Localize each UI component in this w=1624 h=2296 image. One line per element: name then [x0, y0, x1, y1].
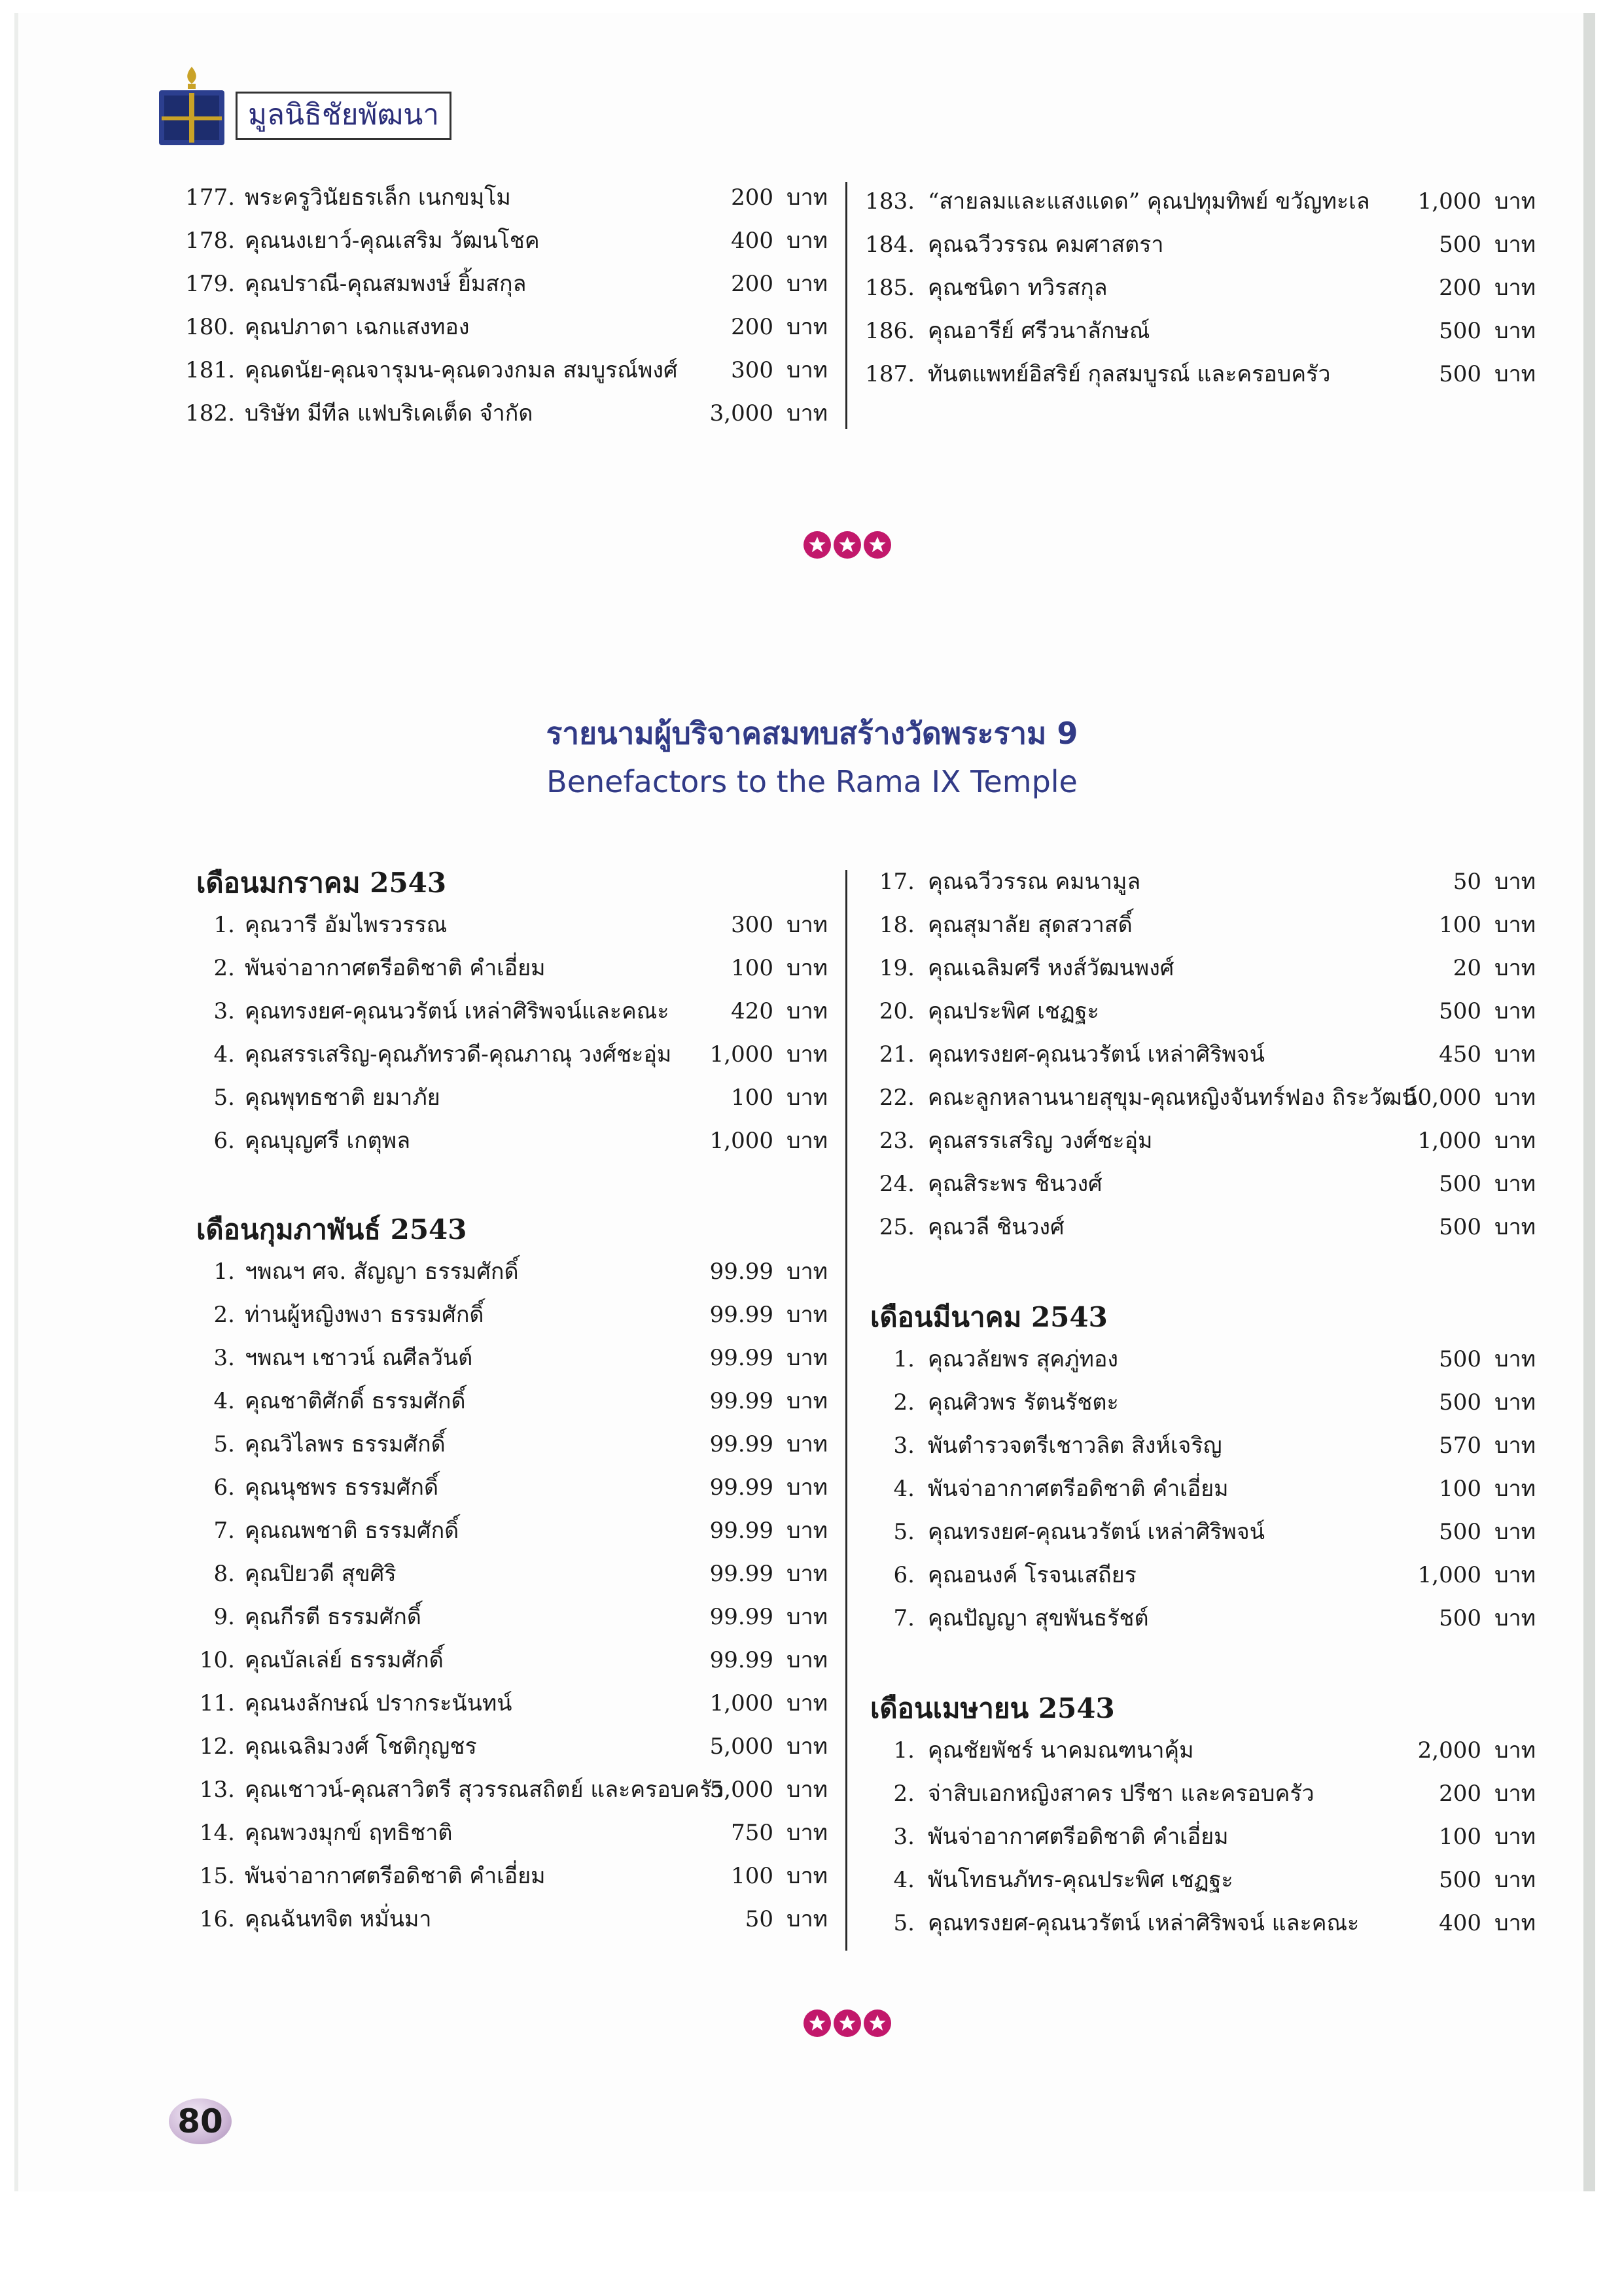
donor-number: 177.: [185, 184, 235, 211]
donor-name: คุณสรรเสริญ วงศ์ชะอุ่ม: [928, 1128, 1153, 1154]
donation-amount: 450: [1439, 1041, 1481, 1068]
donor-number: 15.: [199, 1863, 235, 1889]
donor-row: [160, 1384, 827, 1418]
currency-unit: บาท: [1494, 1605, 1536, 1631]
donor-row: [160, 1255, 827, 1289]
column-divider-main: [845, 870, 847, 1951]
currency-unit: บาท: [786, 1041, 828, 1068]
donor-name: คุณชนิดา ทวิรสกุล: [928, 275, 1108, 301]
donor-number: 12.: [199, 1733, 235, 1760]
currency-unit: บาท: [1494, 998, 1536, 1024]
donor-number: 14.: [199, 1820, 235, 1846]
donor-name: คุณณพชาติ ธรรมศักดิ์: [245, 1518, 459, 1544]
star-icon: [834, 2009, 861, 2037]
donor-row: [160, 1600, 827, 1634]
donor-row: [160, 994, 827, 1028]
donation-amount: 50: [1453, 869, 1481, 895]
donor-number: 13.: [199, 1777, 235, 1803]
donor-row: [862, 865, 1536, 899]
donor-name: คุณอนงค์ โรจนเสถียร: [928, 1562, 1137, 1588]
donor-number: 23.: [879, 1128, 915, 1154]
currency-unit: บาท: [786, 357, 828, 383]
currency-unit: บาท: [1494, 1867, 1536, 1893]
donation-amount: 400: [1439, 1910, 1481, 1936]
month-heading-february: เดือนกุมภาพันธ์ 2543: [196, 1213, 467, 1245]
donor-row: [862, 1906, 1536, 1940]
donor-row: [160, 908, 827, 942]
donor-number: 6.: [213, 1474, 235, 1501]
donor-row: [862, 908, 1536, 942]
donor-name: คุณสิระพร ชินวงศ์: [928, 1171, 1103, 1197]
donation-amount: 300: [731, 912, 773, 938]
donation-amount: 50: [745, 1906, 773, 1932]
currency-unit: บาท: [786, 1128, 828, 1154]
donation-amount: 100: [731, 955, 773, 981]
star-ornament-top: [803, 531, 891, 560]
donation-amount: 500: [1439, 1605, 1481, 1631]
donation-amount: 99.99: [709, 1345, 773, 1371]
donor-number: 178.: [185, 228, 235, 254]
donor-name: คุณชาติศักดิ์ ธรรมศักดิ์: [245, 1388, 466, 1414]
donor-name: พันจ่าอากาศตรีอดิชาติ คำเอี่ยม: [928, 1476, 1229, 1502]
donor-name: พันจ่าอากาศตรีอดิชาติ คำเอี่ยม: [245, 955, 546, 981]
donor-name: คุณสุมาลัย สุดสวาสดิ์: [928, 912, 1133, 938]
currency-unit: บาท: [1494, 1128, 1536, 1154]
donor-number: 3.: [213, 1345, 235, 1371]
donor-name: คุณวลัยพร สุคภู่ทอง: [928, 1346, 1118, 1372]
currency-unit: บาท: [786, 1690, 828, 1716]
donor-name: คุณกีรตี ธรรมศักดิ์: [245, 1604, 421, 1630]
donor-name: คุณศิวพร รัตนรัชตะ: [928, 1389, 1119, 1416]
donor-number: 6.: [893, 1562, 915, 1588]
currency-unit: บาท: [786, 228, 828, 254]
donor-number: 4.: [213, 1388, 235, 1414]
month-heading-january: เดือนมกราคม 2543: [196, 867, 447, 899]
currency-unit: บาท: [1494, 361, 1536, 387]
currency-unit: บาท: [786, 1863, 828, 1889]
donor-number: 22.: [879, 1085, 915, 1111]
currency-unit: บาท: [786, 998, 828, 1024]
donor-name: คุณดนัย-คุณจารุมน-คุณดวงกมล สมบูรณ์พงศ์: [245, 357, 678, 383]
donor-row: [160, 951, 827, 985]
donor-row: [862, 1210, 1536, 1244]
donor-row: [160, 267, 827, 301]
donor-name: คุณปราณี-คุณสมพงษ์ ยิ้มสกุล: [245, 271, 527, 297]
donor-row: [862, 994, 1536, 1028]
currency-unit: บาท: [786, 1431, 828, 1457]
donor-name: คุณพุทธชาติ ยมาภัย: [245, 1085, 440, 1111]
donation-amount: 20: [1453, 955, 1481, 981]
donation-amount: 99.99: [709, 1647, 773, 1673]
donation-amount: 200: [1439, 1781, 1481, 1807]
donor-number: 5.: [893, 1519, 915, 1545]
donor-row: [160, 1514, 827, 1548]
donor-name: คุณวลี ชินวงศ์: [928, 1214, 1065, 1240]
donation-amount: 500: [1439, 1214, 1481, 1240]
donor-row: [160, 1037, 827, 1071]
donor-row: [160, 1730, 827, 1764]
donor-name: คุณวารี อัมไพรวรรณ: [245, 912, 448, 938]
donor-number: 24.: [879, 1171, 915, 1197]
currency-unit: บาท: [786, 271, 828, 297]
donor-name: คุณชัยพัชร์ นาคมณฑนาคุ้ม: [928, 1737, 1194, 1764]
donation-amount: 500: [1439, 318, 1481, 344]
donor-number: 1.: [893, 1737, 915, 1764]
donor-name: ฯพณฯ เชาวน์ ณศีลวันต์: [245, 1345, 473, 1371]
currency-unit: บาท: [786, 912, 828, 938]
donation-amount: 100: [1439, 1824, 1481, 1850]
donor-name: คุณนุชพร ธรรมศักดิ์: [245, 1474, 439, 1501]
donation-amount: 1,000: [709, 1041, 773, 1068]
donation-amount: 100: [731, 1085, 773, 1111]
donor-number: 5.: [213, 1431, 235, 1457]
currency-unit: บาท: [1494, 955, 1536, 981]
donation-amount: 500: [1439, 998, 1481, 1024]
currency-unit: บาท: [786, 1777, 828, 1803]
donor-row: [160, 1902, 827, 1936]
currency-unit: บาท: [1494, 1085, 1536, 1111]
donor-row: [862, 1515, 1536, 1549]
donation-amount: 200: [731, 314, 773, 340]
donor-row: [862, 1558, 1536, 1592]
donor-name: คุณทรงยศ-คุณนวรัตน์ เหล่าศิริพจน์: [928, 1041, 1265, 1068]
donor-name: ฯพณฯ ศจ. สัญญา ธรรมศักดิ์: [245, 1259, 519, 1285]
donor-row: [862, 184, 1536, 218]
donor-name: คุณเฉลิมศรี หงส์วัฒนพงศ์: [928, 955, 1174, 981]
donor-number: 182.: [185, 400, 235, 426]
donor-row: [862, 1124, 1536, 1158]
donor-number: 181.: [185, 357, 235, 383]
donor-row: [160, 181, 827, 215]
donor-name: พันจ่าอากาศตรีอดิชาติ คำเอี่ยม: [928, 1824, 1229, 1850]
donation-amount: 200: [1439, 275, 1481, 301]
donation-amount: 99.99: [709, 1302, 773, 1328]
donation-amount: 1,000: [1417, 1562, 1481, 1588]
donation-amount: 400: [731, 228, 773, 254]
donor-row: [862, 1472, 1536, 1506]
donor-number: 16.: [199, 1906, 235, 1932]
donation-amount: 99.99: [709, 1431, 773, 1457]
donation-amount: 750: [731, 1820, 773, 1846]
donor-name: คุณปิยวดี สุขศิริ: [245, 1561, 397, 1587]
donor-number: 7.: [893, 1605, 915, 1631]
currency-unit: บาท: [786, 1474, 828, 1501]
star-icon: [864, 531, 891, 559]
donor-name: ทันตแพทย์อิสริย์ กุลสมบูรณ์ และครอบครัว: [928, 361, 1331, 387]
currency-unit: บาท: [786, 1302, 828, 1328]
currency-unit: บาท: [1494, 1171, 1536, 1197]
donation-amount: 2,000: [1417, 1737, 1481, 1764]
currency-unit: บาท: [1494, 1910, 1536, 1936]
donation-amount: 99.99: [709, 1518, 773, 1544]
donation-amount: 99.99: [709, 1561, 773, 1587]
currency-unit: บาท: [786, 1604, 828, 1630]
donor-name: คุณประพิศ เชฏฐะ: [928, 998, 1099, 1024]
currency-unit: บาท: [786, 314, 828, 340]
donor-number: 2.: [893, 1389, 915, 1416]
star-ornament-bottom: [803, 2009, 891, 2038]
donor-number: 2.: [213, 1302, 235, 1328]
foundation-logo-icon: [154, 64, 230, 149]
currency-unit: บาท: [1494, 1214, 1536, 1240]
donor-number: 11.: [199, 1690, 235, 1716]
currency-unit: บาท: [1494, 318, 1536, 344]
currency-unit: บาท: [1494, 1519, 1536, 1545]
donor-row: [862, 951, 1536, 985]
donor-name: คุณสรรเสริญ-คุณภัทรวดี-คุณภาณุ วงศ์ชะอุ่ม: [245, 1041, 672, 1068]
donor-number: 184.: [865, 232, 915, 258]
currency-unit: บาท: [786, 1820, 828, 1846]
currency-unit: บาท: [1494, 1737, 1536, 1764]
donation-amount: 5,000: [709, 1777, 773, 1803]
donor-number: 1.: [213, 1259, 235, 1285]
currency-unit: บาท: [1494, 1781, 1536, 1807]
donor-row: [862, 1733, 1536, 1767]
donor-number: 6.: [213, 1128, 235, 1154]
star-icon: [803, 2009, 831, 2037]
donation-amount: 500: [1439, 1867, 1481, 1893]
donor-number: 2.: [893, 1781, 915, 1807]
donor-row: [160, 1859, 827, 1893]
donation-amount: 100: [731, 1863, 773, 1889]
donation-amount: 1,000: [709, 1128, 773, 1154]
donation-amount: 99.99: [709, 1604, 773, 1630]
donation-amount: 420: [731, 998, 773, 1024]
currency-unit: บาท: [786, 184, 828, 211]
donor-row: [862, 357, 1536, 391]
donor-name: คุณบัลเล่ย์ ธรรมศักดิ์: [245, 1647, 444, 1673]
donor-name: คุณปัญญา สุขพันธรัชต์: [928, 1605, 1149, 1631]
currency-unit: บาท: [786, 1906, 828, 1932]
donor-number: 3.: [893, 1824, 915, 1850]
donor-number: 25.: [879, 1214, 915, 1240]
currency-unit: บาท: [1494, 1346, 1536, 1372]
donor-row: [862, 271, 1536, 305]
donor-number: 5.: [213, 1085, 235, 1111]
month-heading-april: เดือนเมษายน 2543: [870, 1692, 1115, 1724]
donor-name: บริษัท มีทีล แฟบริเคเต็ด จำกัด: [245, 400, 533, 426]
donor-name: คุณนงเยาว์-คุณเสริม วัฒนโชค: [245, 228, 540, 254]
donor-number: 183.: [865, 188, 915, 215]
donor-row: [862, 228, 1536, 262]
donor-number: 180.: [185, 314, 235, 340]
donor-number: 185.: [865, 275, 915, 301]
donor-name: คุณฉันทจิต หมั่นมา: [245, 1906, 432, 1932]
donor-name: คุณบุญศรี เกตุพล: [245, 1128, 411, 1154]
page-edge-right: [1583, 13, 1595, 2191]
donor-row: [160, 1557, 827, 1591]
currency-unit: บาท: [1494, 188, 1536, 215]
donor-row: [862, 1167, 1536, 1201]
star-icon: [864, 2009, 891, 2037]
donation-amount: 500: [1439, 361, 1481, 387]
donor-name: คุณฉวีวรรณ คมนามูล: [928, 869, 1141, 895]
donation-amount: 570: [1439, 1433, 1481, 1459]
donor-number: 4.: [893, 1476, 915, 1502]
star-icon: [834, 531, 861, 559]
donor-number: 20.: [879, 998, 915, 1024]
donation-amount: 500: [1439, 1389, 1481, 1416]
donor-name: คุณเฉลิมวงศ์ โชติกุญชร: [245, 1733, 477, 1760]
donation-amount: 200: [731, 271, 773, 297]
currency-unit: บาท: [786, 1388, 828, 1414]
currency-unit: บาท: [1494, 869, 1536, 895]
donor-number: 7.: [213, 1518, 235, 1544]
currency-unit: บาท: [1494, 1476, 1536, 1502]
section-title-english: Benefactors to the Rama IX Temple: [546, 764, 1078, 799]
donor-row: [862, 1863, 1536, 1897]
donor-name: พันตำรวจตรีเชาวลิต สิงห์เจริญ: [928, 1433, 1222, 1459]
section-title-thai: รายนามผู้บริจาคสมทบสร้างวัดพระราม 9: [546, 716, 1078, 751]
donor-row: [160, 1341, 827, 1375]
currency-unit: บาท: [1494, 232, 1536, 258]
currency-unit: บาท: [1494, 1433, 1536, 1459]
donor-row: [862, 1342, 1536, 1376]
donation-amount: 3,000: [709, 400, 773, 426]
donor-number: 3.: [213, 998, 235, 1024]
donor-number: 18.: [879, 912, 915, 938]
donation-amount: 500: [1439, 232, 1481, 258]
donor-row: [160, 1773, 827, 1807]
donor-number: 2.: [213, 955, 235, 981]
donor-number: 187.: [865, 361, 915, 387]
donor-number: 21.: [879, 1041, 915, 1068]
donor-name: พันโทธนภัทร-คุณประพิศ เชฏฐะ: [928, 1867, 1233, 1893]
donor-row: [862, 1820, 1536, 1854]
currency-unit: บาท: [1494, 1041, 1536, 1068]
donor-row: [160, 1298, 827, 1332]
donor-row: [160, 1643, 827, 1677]
currency-unit: บาท: [786, 1647, 828, 1673]
currency-unit: บาท: [786, 1345, 828, 1371]
donor-number: 1.: [893, 1346, 915, 1372]
donor-number: 1.: [213, 912, 235, 938]
currency-unit: บาท: [1494, 1824, 1536, 1850]
donation-amount: 500: [1439, 1171, 1481, 1197]
donor-name: คุณนงลักษณ์ ปรากระนันทน์: [245, 1690, 512, 1716]
donor-number: 3.: [893, 1433, 915, 1459]
donor-row: [160, 1081, 827, 1115]
month-heading-march: เดือนมีนาคม 2543: [870, 1301, 1108, 1333]
donor-row: [160, 310, 827, 344]
donor-row: [862, 1777, 1536, 1811]
donation-amount: 100: [1439, 912, 1481, 938]
currency-unit: บาท: [786, 400, 828, 426]
donor-row: [160, 1124, 827, 1158]
donor-number: 17.: [879, 869, 915, 895]
donor-number: 179.: [185, 271, 235, 297]
donor-number: 4.: [213, 1041, 235, 1068]
donor-row: [862, 1601, 1536, 1635]
donor-name: “สายลมและแสงแดด” คุณปทุมทิพย์ ขวัญทะเล: [928, 188, 1370, 215]
donor-name: คุณฉวีวรรณ คมศาสตรา: [928, 232, 1164, 258]
currency-unit: บาท: [786, 1518, 828, 1544]
donor-name: คุณปภาดา เฉกแสงทอง: [245, 314, 470, 340]
donor-name: พันจ่าอากาศตรีอดิชาติ คำเอี่ยม: [245, 1863, 546, 1889]
currency-unit: บาท: [786, 1561, 828, 1587]
currency-unit: บาท: [1494, 1389, 1536, 1416]
donation-amount: 100: [1439, 1476, 1481, 1502]
donation-amount: 200: [731, 184, 773, 211]
donor-name: คุณวิไลพร ธรรมศักดิ์: [245, 1431, 446, 1457]
donation-amount: 99.99: [709, 1259, 773, 1285]
donor-number: 19.: [879, 955, 915, 981]
donor-row: [160, 224, 827, 258]
donor-number: 8.: [213, 1561, 235, 1587]
donor-number: 10.: [199, 1647, 235, 1673]
donor-number: 4.: [893, 1867, 915, 1893]
donor-row: [862, 1037, 1536, 1071]
donor-name: คุณทรงยศ-คุณนวรัตน์ เหล่าศิริพจน์: [928, 1519, 1265, 1545]
donation-amount: 500: [1439, 1519, 1481, 1545]
donation-amount: 500: [1439, 1346, 1481, 1372]
donor-number: 186.: [865, 318, 915, 344]
page-number: 80: [169, 2098, 232, 2144]
column-divider-top: [845, 182, 847, 429]
donation-amount: 1,000: [1417, 188, 1481, 215]
donor-name: คุณอารีย์ ศรีวนาลักษณ์: [928, 318, 1150, 344]
donor-row: [862, 1429, 1536, 1463]
donor-row: [160, 353, 827, 387]
donor-row: [862, 314, 1536, 348]
donor-name: คุณพวงมุกข์ ฤทธิชาติ: [245, 1820, 453, 1846]
donor-name: คุณเชาวน์-คุณสาวิตรี สุวรรณสถิตย์ และครอบครัว: [245, 1777, 724, 1803]
star-icon: [803, 531, 831, 559]
donor-name: ท่านผู้หญิงพงา ธรรมศักดิ์: [245, 1302, 484, 1328]
currency-unit: บาท: [1494, 912, 1536, 938]
donor-name: คณะลูกหลานนายสุขุม-คุณหญิงจันทร์ฟอง ถิระวัฒน์: [928, 1085, 1417, 1111]
currency-unit: บาท: [786, 1259, 828, 1285]
donor-number: 5.: [893, 1910, 915, 1936]
donor-name: พระครูวินัยธรเล็ก เนกขมฺโม: [245, 184, 511, 211]
donor-row: [160, 1816, 827, 1850]
currency-unit: บาท: [786, 1085, 828, 1111]
foundation-name: มูลนิธิชัยพัฒนา: [236, 92, 451, 140]
donation-amount: 300: [731, 357, 773, 383]
donor-row: [862, 1385, 1536, 1419]
donor-row: [160, 1470, 827, 1505]
donation-amount: 99.99: [709, 1474, 773, 1501]
donor-number: 9.: [213, 1604, 235, 1630]
donor-row: [160, 396, 827, 430]
donor-name: คุณทรงยศ-คุณนวรัตน์ เหล่าศิริพจน์ และคณะ: [928, 1910, 1360, 1936]
donation-amount: 5,000: [709, 1733, 773, 1760]
currency-unit: บาท: [1494, 1562, 1536, 1588]
donor-row: [160, 1427, 827, 1461]
currency-unit: บาท: [786, 955, 828, 981]
donor-row: [160, 1686, 827, 1720]
donor-row: [862, 1081, 1536, 1115]
donor-name: คุณทรงยศ-คุณนวรัตน์ เหล่าศิริพจน์และคณะ: [245, 998, 669, 1024]
donor-name: จ่าสิบเอกหญิงสาคร ปรีชา และครอบครัว: [928, 1781, 1315, 1807]
donation-amount: 1,000: [709, 1690, 773, 1716]
currency-unit: บาท: [1494, 275, 1536, 301]
donation-amount: 50,000: [1403, 1085, 1481, 1111]
donation-amount: 99.99: [709, 1388, 773, 1414]
currency-unit: บาท: [786, 1733, 828, 1760]
donation-amount: 1,000: [1417, 1128, 1481, 1154]
